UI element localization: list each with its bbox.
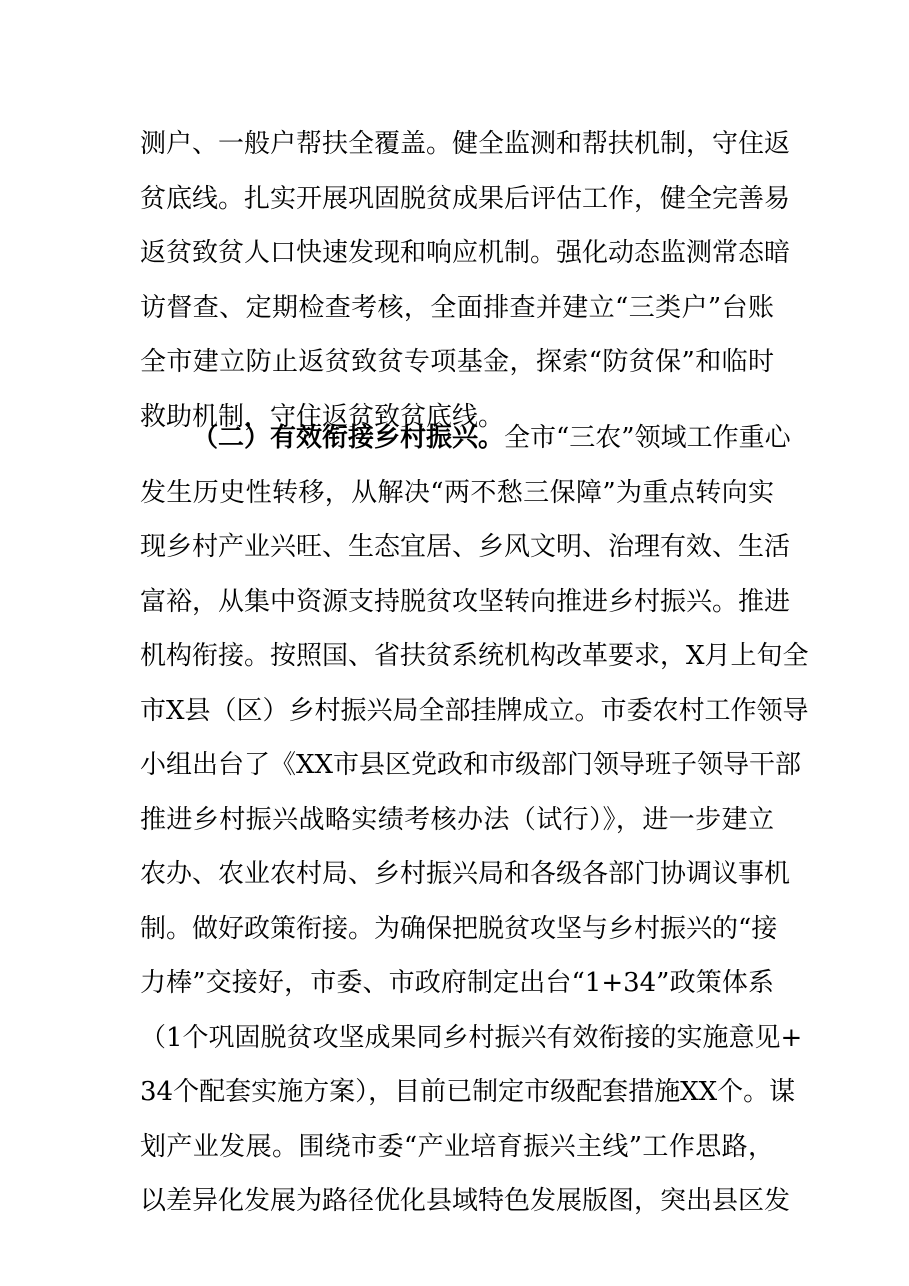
text-line: 访督查、定期检查考核，全面排查并建立“三类户”台账 xyxy=(140,292,774,323)
text-line: 机构衔接。按照国、省扶贫系统机构改革要求，X月上旬全 xyxy=(140,641,809,671)
text-line: 返贫致贫人口快速发现和响应机制。强化动态监测常态暗 xyxy=(140,238,791,268)
text-line: 推进乡村振兴战略实绩考核办法（试行）》，进一步建立 xyxy=(140,804,774,835)
section-heading: （二）有效衔接乡村振兴。 xyxy=(192,423,505,453)
paragraph-rural-revitalization xyxy=(140,411,809,1229)
text-line: 救助机制，守住返贫致贫底线。 xyxy=(140,401,505,432)
text-line: 测户、一般户帮扶全覆盖。健全监测和帮扶机制，守住返 xyxy=(140,129,791,159)
text-line: 富裕，从集中资源支持脱贫攻坚转向推进乡村振兴。推进 xyxy=(140,586,791,617)
text-line: 贫底线。扎实开展巩固脱贫成果后评估工作，健全完善易 xyxy=(140,183,791,214)
text-line: 市X县（区）乡村振兴局全部挂牌成立。市委农村工作领导 xyxy=(140,695,809,726)
section-first-line-text: 全市“三农”领域工作重心 xyxy=(504,423,791,453)
text-line: 发生历史性转移，从解决“两不愁三保障”为重点转向实 xyxy=(140,477,774,508)
text-line: （1个巩固脱贫攻坚成果同乡村振兴有效衔接的实施意见+ xyxy=(140,1022,803,1053)
text-line: 制。做好政策衔接。为确保把脱贫攻坚与乡村振兴的“接 xyxy=(140,913,778,944)
paragraph-monitoring xyxy=(140,117,791,444)
text-line: 以差异化发展为路径优化县域特色发展版图，突出县区发 xyxy=(140,1186,791,1216)
text-line: 现乡村产业兴旺、生态宜居、乡风文明、治理有效、生活 xyxy=(140,532,791,562)
section-first-line xyxy=(140,411,791,466)
text-line: 农办、农业农村局、乡村振兴局和各级各部门协调议事机 xyxy=(140,859,791,889)
text-line: 34个配套实施方案），目前已制定市级配套措施XX个。谋 xyxy=(140,1077,796,1107)
text-line: 力棒”交接好，市委、市政府制定出台“1+34”政策体系 xyxy=(140,968,774,998)
text-line: 全市建立防止返贫致贫专项基金，探索“防贫保”和临时 xyxy=(140,347,774,377)
text-line: 小组出台了《XX市县区党政和市级部门领导班子领导干部 xyxy=(140,750,802,780)
text-line: 划产业发展。围绕市委“产业培育振兴主线”工作思路， xyxy=(140,1131,774,1162)
